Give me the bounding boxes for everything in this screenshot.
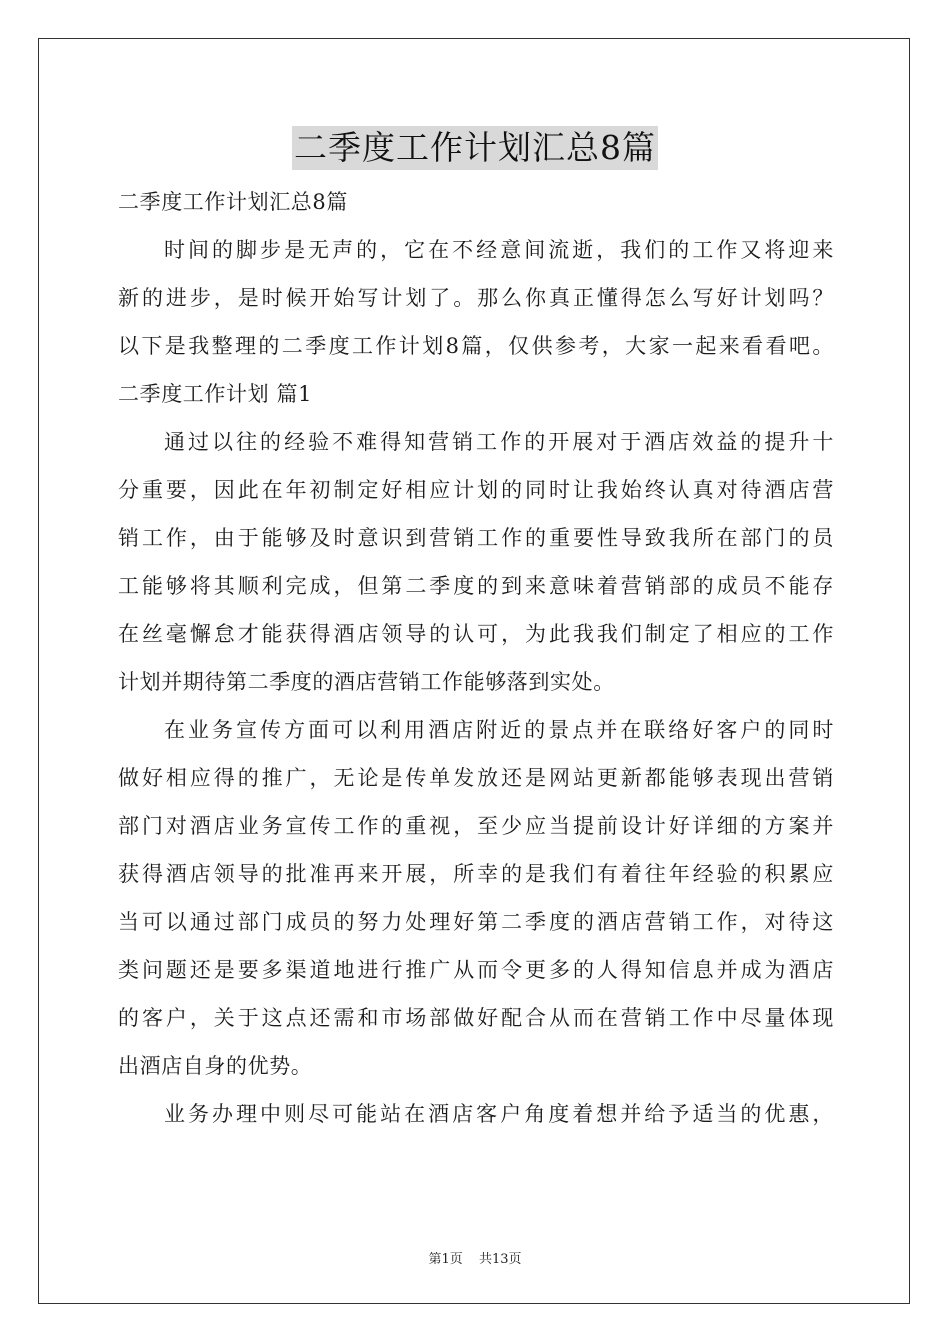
page-number: 第1页 — [428, 1252, 463, 1267]
text-line: 在业务宣传方面可以利用酒店附近的景点并在联络好客户的同时 — [164, 718, 834, 742]
text-line: 做好相应得的推广，无论是传单发放还是网站更新都能够表现出营销 — [118, 766, 834, 790]
text-line: 在丝毫懈怠才能获得酒店领导的认可，为此我我们制定了相应的工作 — [118, 622, 834, 646]
text-line: 的客户，关于这点还需和市场部做好配合从而在营销工作中尽量体现 — [118, 1006, 834, 1030]
document-body — [118, 178, 834, 1138]
text-line: 类问题还是要多渠道地进行推广从而令更多的人得知信息并成为酒店 — [118, 958, 834, 982]
text-line: 当可以通过部门成员的努力处理好第二季度的酒店营销工作，对待这 — [118, 910, 834, 934]
text-line: 分重要，因此在年初制定好相应计划的同时让我始终认真对待酒店营 — [118, 478, 834, 502]
text-line: 二季度工作计划 篇1 — [118, 382, 313, 406]
text-line: 新的进步，是时候开始写计划了。那么你真正懂得怎么写好计划吗？ — [118, 286, 834, 310]
text-line: 时间的脚步是无声的，它在不经意间流逝，我们的工作又将迎来 — [164, 238, 834, 262]
text-line: 以下是我整理的二季度工作计划8篇，仅供参考，大家一起来看看吧。 — [118, 334, 834, 358]
text-line: 销工作，由于能够及时意识到营销工作的重要性导致我所在部门的员 — [118, 526, 834, 550]
text-line: 获得酒店领导的批准再来开展，所幸的是我们有着往年经验的积累应 — [118, 862, 834, 886]
page-total: 共13页 — [478, 1252, 522, 1267]
text-line: 出酒店自身的优势。 — [118, 1054, 313, 1078]
text-line: 计划并期待第二季度的酒店营销工作能够落到实处。 — [118, 670, 615, 694]
document-title: 二季度工作计划汇总8篇 — [292, 126, 658, 170]
text-line: 部门对酒店业务宣传工作的重视，至少应当提前设计好详细的方案并 — [118, 814, 834, 838]
text-line: 二季度工作计划汇总8篇 — [118, 190, 348, 214]
page-footer — [0, 1248, 950, 1267]
title-wrapper — [0, 126, 950, 170]
text-line: 工能够将其顺利完成，但第二季度的到来意味着营销部的成员不能存 — [118, 574, 834, 598]
text-line: 通过以往的经验不难得知营销工作的开展对于酒店效益的提升十 — [164, 430, 834, 454]
text-line: 业务办理中则尽可能站在酒店客户角度着想并给予适当的优惠， — [164, 1102, 834, 1126]
